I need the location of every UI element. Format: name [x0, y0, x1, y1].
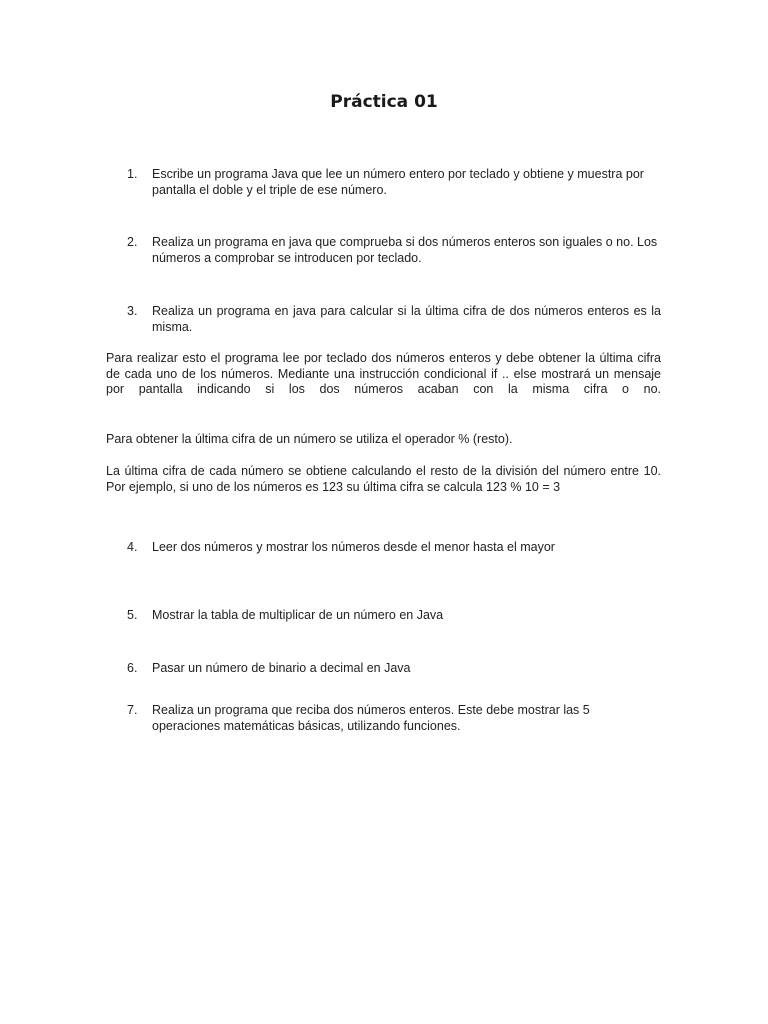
list-item-text: Realiza un programa en java que comprueba si dos números enteros son iguales o no. Los números a comprobar se introducen por teclado.: [152, 235, 658, 265]
paragraph-example: La última cifra de cada número se obtiene calculando el resto de la división del número entre 10. Por ejemplo, si uno de los números es 123 su última cifra se calcula 123 % 10 = 3: [106, 464, 661, 494]
list-item-text: Realiza un programa en java para calcular si la última cifra de dos números enteros es la misma.: [152, 304, 661, 334]
page-title: Práctica 01: [330, 92, 438, 112]
list-item-1: [127, 167, 661, 198]
list-item-text: Escribe un programa Java que lee un número entero por teclado y obtiene y muestra por pantalla el doble y el triple de ese número.: [152, 167, 644, 197]
list-item-3: [127, 304, 661, 335]
list-item-text: Mostrar la tabla de multiplicar de un número en Java: [152, 608, 444, 622]
list-item-4: [127, 540, 661, 556]
list-item-number: 3.: [127, 304, 138, 318]
list-item-7: [127, 703, 661, 734]
list-item-number: 2.: [127, 235, 138, 249]
list-item-5: [127, 608, 661, 624]
list-item-text: Leer dos números y mostrar los números desde el menor hasta el mayor: [152, 540, 555, 554]
list-item-number: 1.: [127, 167, 138, 181]
list-item-text: Realiza un programa que reciba dos números enteros. Este debe mostrar las 5 operaciones matemáticas básicas, utilizando funciones.: [152, 703, 590, 733]
paragraph-instructions: Para realizar esto el programa lee por teclado dos números enteros y debe obtener la última cifra de cada uno de los números. Mediante una instrucción condicional if .. else mostrará un mensaje por pantalla indicando si los dos números acaban con la misma cifra o no.: [106, 351, 661, 396]
list-item-2: [127, 235, 661, 266]
list-item-number: 4.: [127, 540, 138, 554]
paragraph-operator: Para obtener la última cifra de un número se utiliza el operador % (resto).: [106, 432, 513, 446]
list-item-number: 7.: [127, 703, 138, 717]
list-item-text: Pasar un número de binario a decimal en Java: [152, 661, 411, 675]
list-item-number: 5.: [127, 608, 138, 622]
list-item-number: 6.: [127, 661, 138, 675]
list-item-6: [127, 661, 661, 677]
